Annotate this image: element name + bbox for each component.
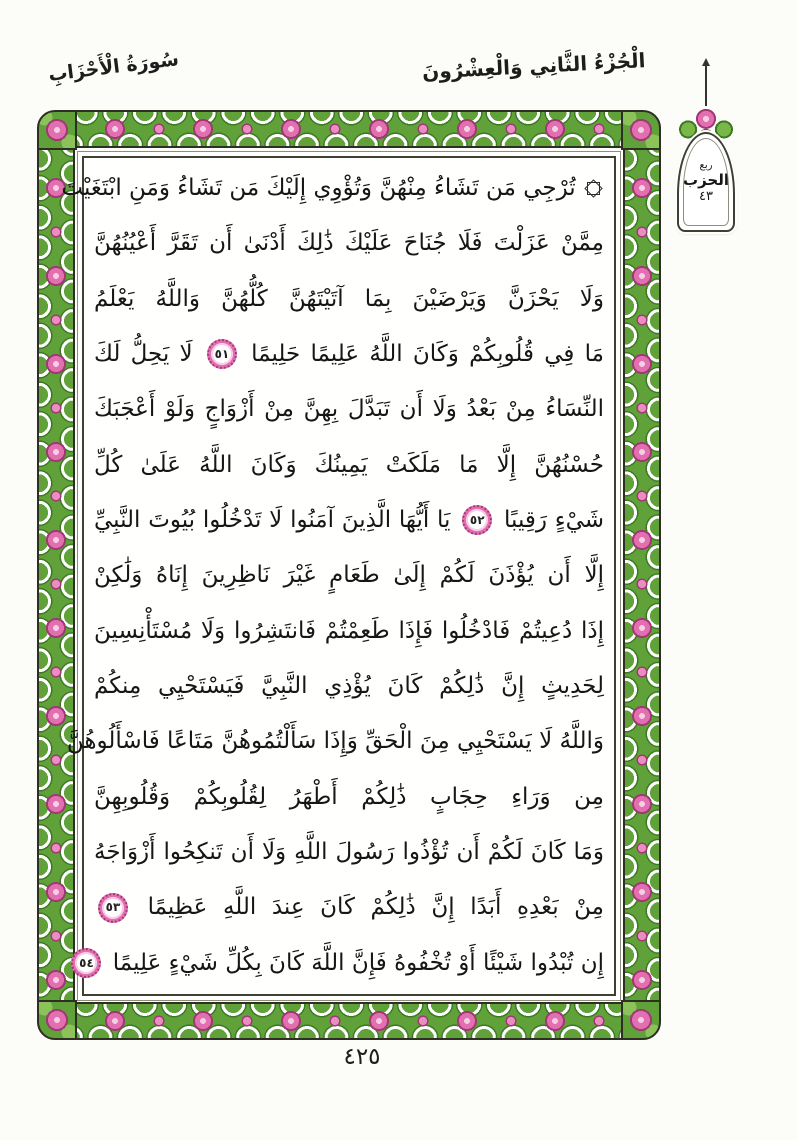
- quran-text-segment: حُسْنُهُنَّ إِلَّا مَا مَلَكَتْ يَمِينُكَ وَكَانَ اللَّهُ عَلَىٰ كُلِّ: [94, 451, 604, 478]
- quran-line: [94, 493, 604, 548]
- quran-text-segment: وَلَا يَحْزَنَّ وَيَرْضَيْنَ بِمَا آتَيْتَهُنَّ كُلُّهُنَّ وَاللَّهُ يَعْلَمُ: [94, 285, 604, 312]
- frame-corner-flower-icon: [37, 1000, 77, 1040]
- frame-right-border: [623, 144, 661, 1006]
- quran-text-area: [61, 156, 616, 996]
- quran-text-segment: وَاللَّهُ لَا يَسْتَحْيِي مِنَ الْحَقِّ وَإِذَا سَأَلْتُمُوهُنَّ مَتَاعًا فَاسْأَلُوهُنَّ: [66, 728, 604, 755]
- juz-title: الْجُزْءُ الثَّانِي وَالْعِشْرُونَ: [421, 48, 647, 84]
- quran-text-segment: وَمَا كَانَ لَكُمْ أَن تُؤْذُوا رَسُولَ اللَّهِ وَلَا أَن تَنكِحُوا أَزْوَاجَهُ: [94, 838, 604, 865]
- quran-line: [94, 825, 604, 880]
- medallion-dome: [677, 132, 735, 232]
- quran-line: [94, 548, 604, 603]
- frame-corner-flower-icon: [37, 110, 77, 150]
- quran-text-segment: إِذَا دُعِيتُمْ فَادْخُلُوا فَإِذَا طَعِمْتُمْ فَانتَشِرُوا وَلَا مُسْتَأْنِسِينَ: [94, 617, 604, 644]
- quran-text-segment: إِن تُبْدُوا شَيْئًا أَوْ تُخْفُوهُ فَإِنَّ اللَّهَ كَانَ بِكُلِّ شَيْءٍ عَلِيمًا: [112, 949, 604, 976]
- frame-left-border: [37, 144, 75, 1006]
- ayah-number-badge: ٥١: [207, 339, 237, 369]
- quran-text-segment: لِحَدِيثٍ إِنَّ ذَٰلِكُمْ كَانَ يُؤْذِي النَّبِيَّ فَيَسْتَحْيِي مِنكُمْ: [94, 672, 604, 699]
- surah-title: سُورَةُ الْأَحْزَابِ: [47, 48, 181, 86]
- quran-text-segment: مَا فِي قُلُوبِكُمْ وَكَانَ اللَّهُ عَلِيمًا حَلِيمًا: [251, 340, 604, 367]
- quran-line: [94, 659, 604, 714]
- quran-line: [94, 604, 604, 659]
- quran-text-segment: يَا أَيُّهَا الَّذِينَ آمَنُوا لَا تَدْخُلُوا بُيُوتَ النَّبِيِّ: [94, 506, 451, 533]
- quran-text-segment: إِلَّا أَن يُؤْذَنَ لَكُمْ إِلَىٰ طَعَامٍ غَيْرَ نَاظِرِينَ إِنَاهُ وَلَٰكِنْ: [94, 562, 604, 589]
- frame-corner-flower-icon: [621, 1000, 661, 1040]
- quran-line: [61, 161, 604, 216]
- quran-text-segment: شَيْءٍ رَقِيبًا: [504, 506, 605, 533]
- quran-text-segment: تُرْجِي مَن تَشَاءُ مِنْهُنَّ وَتُؤْوِي إِلَيْكَ مَن تَشَاءُ وَمَنِ ابْتَغَيْتَ: [61, 175, 576, 201]
- quran-text-segment: لَا يَحِلُّ لَكَ: [94, 340, 193, 367]
- quran-line: [94, 770, 604, 825]
- hizb-word: الحزب: [683, 170, 729, 189]
- quran-line: [94, 382, 604, 437]
- hizb-medallion: [666, 60, 746, 246]
- quran-text-segment: مِن وَرَاءِ حِجَابٍ ذَٰلِكُمْ أَطْهَرُ لِقُلُوبِكُمْ وَقُلُوبِهِنَّ: [94, 783, 604, 810]
- quran-text-segment: مِنْ بَعْدِهِ أَبَدًا إِنَّ ذَٰلِكُمْ كَانَ عِندَ اللَّهِ عَظِيمًا: [147, 894, 605, 921]
- quran-line: [79, 936, 604, 991]
- ayah-number-badge: ٥٣: [98, 893, 128, 923]
- ornamental-frame: [37, 110, 661, 1040]
- hizb-quarter-word: ربع: [699, 159, 713, 171]
- hizb-number: ٤٣: [699, 188, 713, 204]
- ayah-number-badge: ٥٤: [71, 948, 101, 978]
- quran-line: [66, 714, 604, 769]
- quran-text-segment: النِّسَاءُ مِنْ بَعْدُ وَلَا أَن تَبَدَّلَ بِهِنَّ مِنْ أَزْوَاجٍ وَلَوْ أَعْجَبَكَ: [94, 396, 604, 423]
- frame-bottom-border: [71, 1002, 627, 1040]
- frame-top-border: [71, 110, 627, 148]
- ayah-number-badge: ٥٢: [462, 505, 492, 535]
- quran-text-segment: مِمَّنْ عَزَلْتَ فَلَا جُنَاحَ عَلَيْكَ ذَٰلِكَ أَدْنَىٰ أَن تَقَرَّ أَعْيُنُهُنَّ: [94, 230, 604, 257]
- quran-line: [94, 438, 604, 493]
- rub-el-hizb-icon: [586, 181, 601, 196]
- page-number: ٤٢٥: [343, 1044, 381, 1070]
- quran-line: [94, 327, 604, 382]
- frame-corner-flower-icon: [621, 110, 661, 150]
- quran-line: [94, 880, 604, 935]
- quran-line: [94, 272, 604, 327]
- quran-line: [94, 216, 604, 271]
